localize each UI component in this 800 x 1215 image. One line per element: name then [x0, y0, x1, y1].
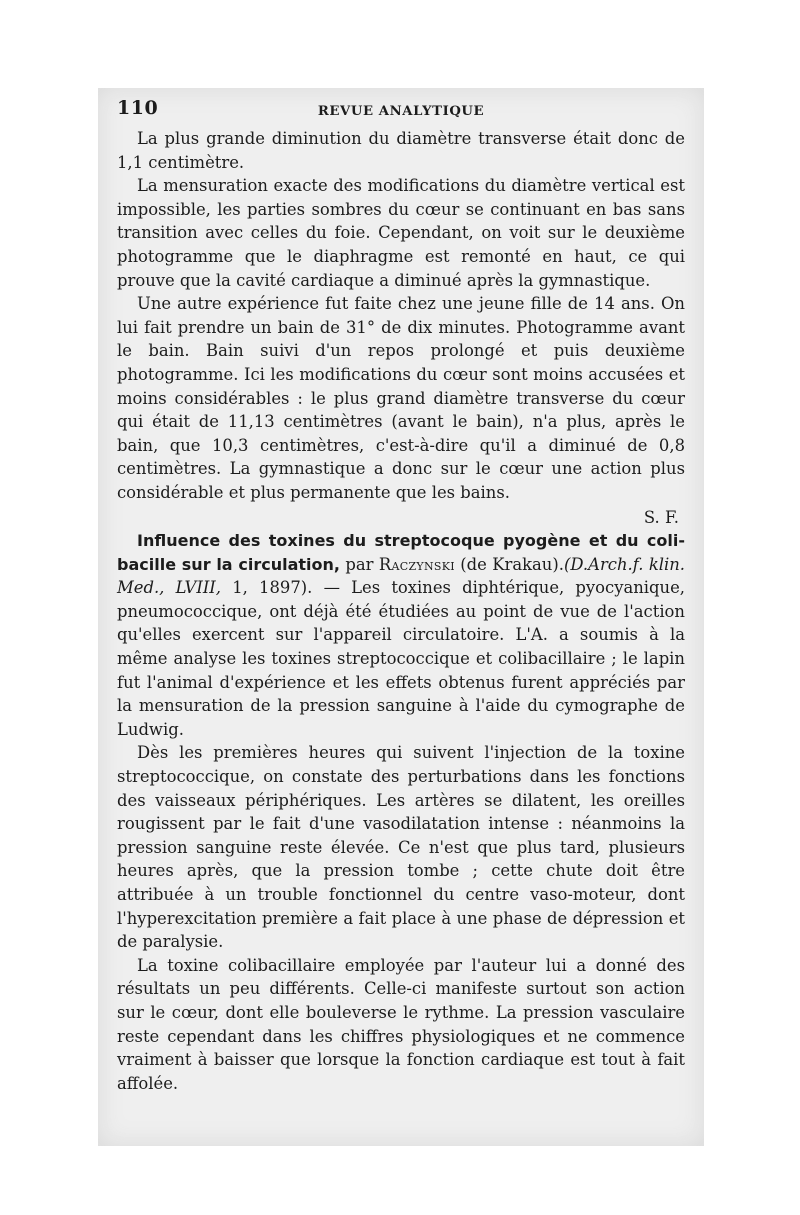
review-journal: (D.Arch.f. klin. Med., LVIII,: [117, 554, 686, 598]
page-number: 110: [117, 97, 159, 119]
review-citation: 1, 1897).: [232, 578, 313, 598]
review-author: Raczynski: [378, 554, 455, 574]
journal-title: REVUE ANALYTIQUE: [317, 104, 485, 119]
paragraph-3: Une autre expérience fut faite chez une jeune fille de 14 ans. On lui fait prendre un bain de 31° de dix minutes. Photogramme avant le bain. Bain suivi d'un repos prolongé et puis deuxième photogramme. Ici les modifications du cœur sont moins accusées et moins considérables : le plus grand diamètre transverse du cœur qui était de 11,13 centimètres (avant le bain), n'a plus, après le bain, que 10,3 centimètres, c'est-à-dire qu'il a diminué de 0,8 centimètres. La gymnastique a donc sur le cœur une action plus considérable et plus permanente que les bains.: [117, 294, 685, 502]
paragraph-2: La mensuration exacte des modifications du diamètre vertical est impossible, les parties sombres du cœur se continuant en bas sans transition avec celles du foie. Cependant, on voit sur le deuxième photogramme que le diaphragme est remonté en haut, ce qui prouve que la cavité cardiaque a diminué après la gymnastique.: [117, 176, 685, 290]
running-header: [117, 97, 685, 127]
review-affiliation: (de Krakau).: [460, 554, 564, 574]
paragraph-1: La plus grande diminution du diamètre transverse était donc de 1,1 centimètre.: [117, 129, 685, 172]
signature: S. F.: [643, 507, 679, 527]
review-paragraph: [117, 529, 685, 741]
review-text: — Les toxines diphtérique, pyocyanique, pneumococcique, ont déjà été étudiées au point de vue de l'action qu'elles exercent sur l'appareil circulatoire. L'A. a soumis à la même analyse les toxines streptococcique et colibacillaire ; le lapin fut l'animal d'expérience et les effets obtenus furent appréciés par la mensuration de la pression sanguine à l'aide du cymographe de Ludwig.: [117, 578, 686, 739]
paragraph-6: La toxine colibacillaire employée par l'auteur lui a donné des résultats un peu différents. Celle-ci manifeste surtout son action sur le cœur, dont elle bouleverse le rythme. La pression vasculaire reste cependant dans les chiffres physiologiques et ne commence vraiment à baisser que lorsque la fonction cardiaque est tout à fait affolée.: [117, 955, 685, 1093]
review-title: Influence des toxines du streptocoque pyogène et du coli-bacille sur la circulation,: [117, 531, 685, 574]
review-by: par: [345, 554, 374, 574]
document-page: [117, 97, 685, 1095]
paragraph-5: Dès les premières heures qui suivent l'injection de la toxine streptococcique, on constate des perturbations dans les fonctions des vaisseaux périphériques. Les artères se dilatent, les oreilles rougissent par le fait d'une vasodilatation intense : néanmoins la pression sanguine reste élevée. Ce n'est que plus tard, plusieurs heures après, que la pression tombe ; cette chute doit être attribuée à un trouble fonctionnel du centre vaso-moteur, dont l'hyperexcitation première a fait place à une phase de dépression et de paralysie.: [117, 743, 685, 952]
